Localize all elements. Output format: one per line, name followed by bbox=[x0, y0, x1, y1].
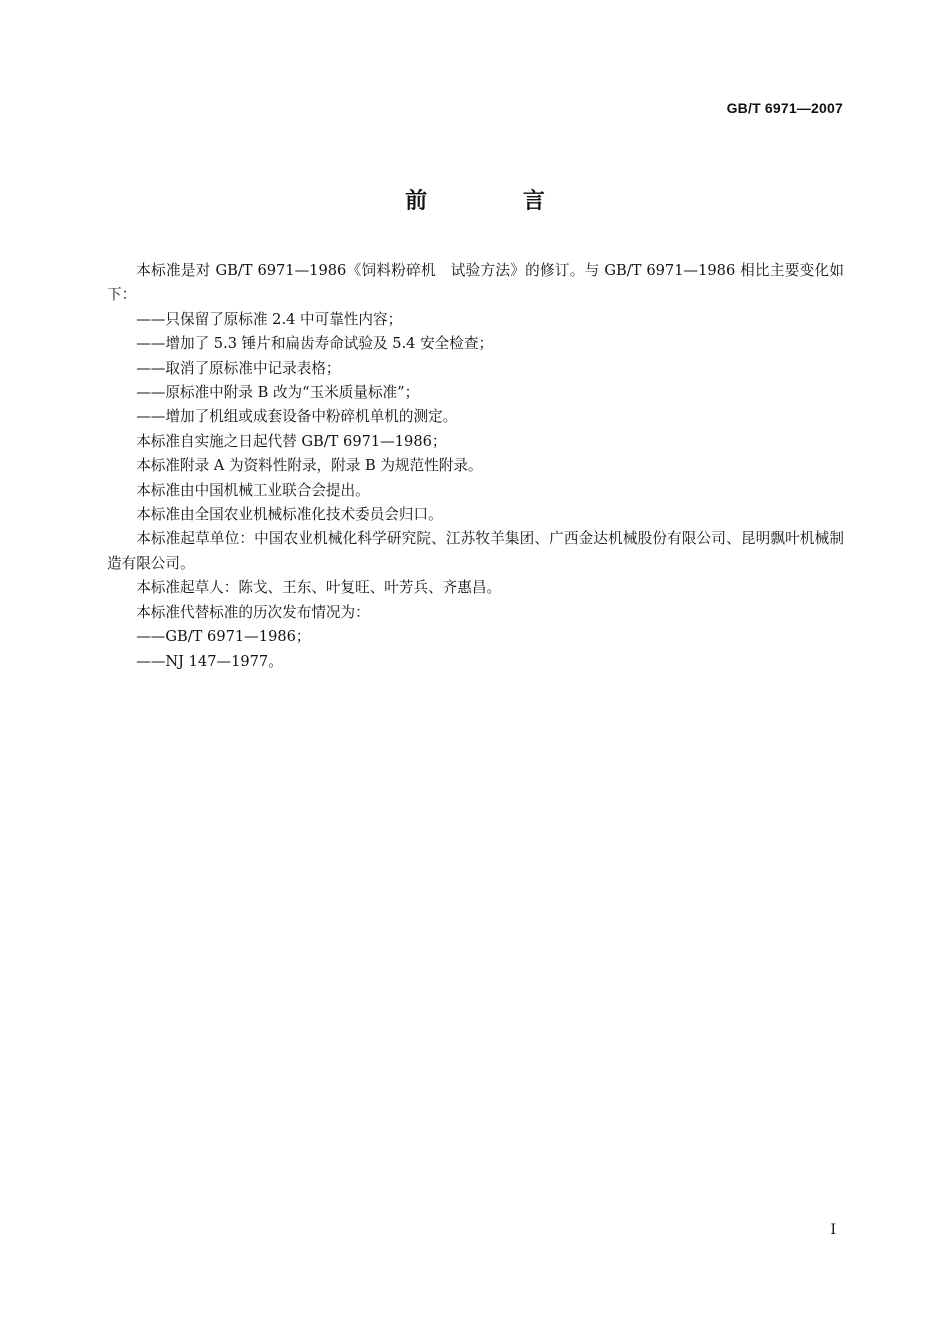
paragraph-replaces: 本标准自实施之日起代替 GB/T 6971—1986； bbox=[136, 432, 447, 450]
list-item-change-3: ——取消了原标准中记录表格； bbox=[136, 359, 341, 377]
standard-code: GB/T 6971—2007 bbox=[726, 100, 843, 116]
list-item-change-2: ——增加了 5.3 锤片和扁齿寿命试验及 5.4 安全检查； bbox=[136, 335, 494, 353]
list-item-change-5: ——增加了机组或成套设备中粉碎机单机的测定。 bbox=[136, 408, 458, 426]
preface-body bbox=[107, 259, 844, 674]
paragraph-proposed-by: 本标准由中国机械工业联合会提出。 bbox=[136, 481, 370, 499]
paragraph-history-intro: 本标准代替标准的历次发布情况为： bbox=[136, 603, 370, 621]
list-item-history-1: ——GB/T 6971—1986； bbox=[136, 628, 311, 646]
paragraph-drafting-units: 本标准起草单位：中国农业机械化科学研究院、江苏牧羊集团、广西金达机械股份有限公司、昆明飘叶机械制造有限公司。 bbox=[107, 530, 844, 572]
page-title: 前 言 bbox=[405, 189, 589, 214]
list-item-change-4: ——原标准中附录 B 改为“玉米质量标准”； bbox=[136, 384, 420, 402]
list-item-history-2: ——NJ 147—1977。 bbox=[136, 652, 283, 670]
paragraph-intro: 本标准是对 GB/T 6971—1986《饲料粉碎机 试验方法》的修订。与 GB/T 6971—1986 相比主要变化如下： bbox=[107, 262, 844, 304]
list-item-change-1: ——只保留了原标准 2.4 中可靠性内容； bbox=[136, 310, 403, 328]
page-number: I bbox=[830, 1222, 836, 1238]
paragraph-annexes: 本标准附录 A 为资料性附录，附录 B 为规范性附录。 bbox=[136, 457, 483, 475]
paragraph-managed-by: 本标准由全国农业机械标准化技术委员会归口。 bbox=[136, 506, 443, 524]
paragraph-drafters: 本标准起草人：陈戈、王东、叶复旺、叶芳兵、齐惠昌。 bbox=[136, 579, 502, 597]
